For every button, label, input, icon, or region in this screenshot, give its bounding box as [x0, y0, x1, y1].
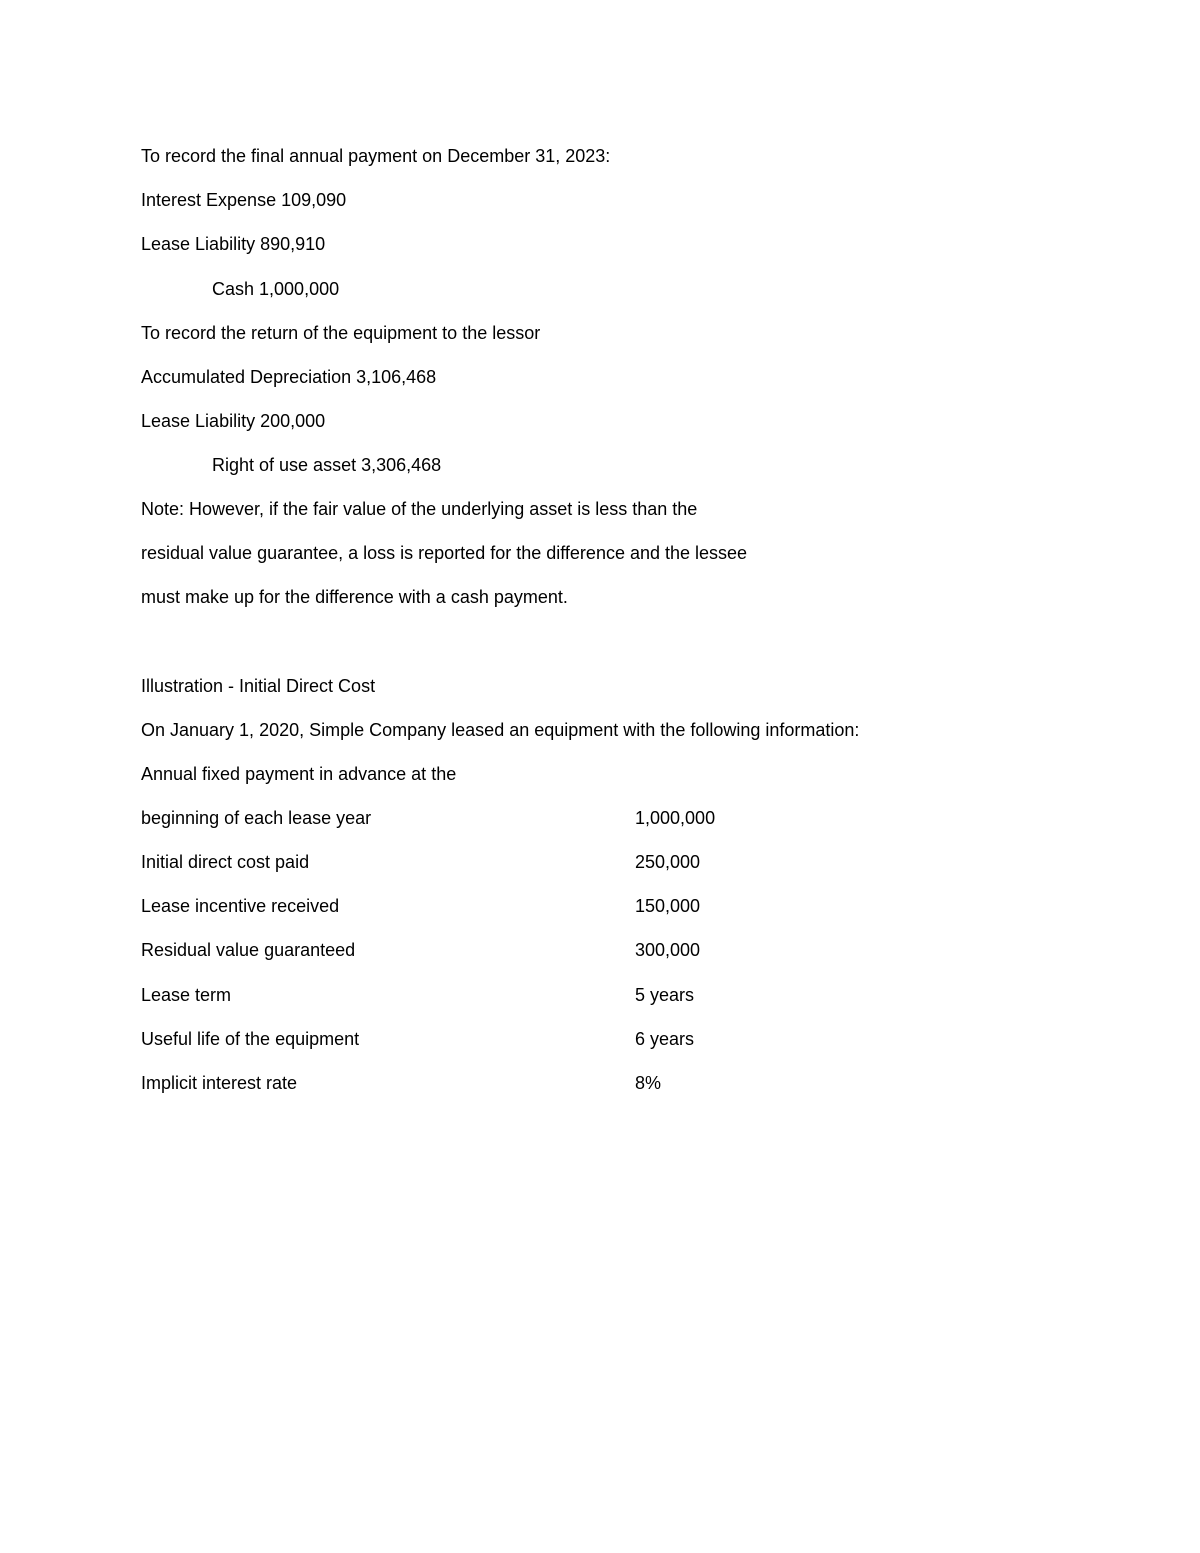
illustration-intro: On January 1, 2020, Simple Company leased an equipment with the following information: — [141, 720, 860, 740]
item-value: 6 years — [635, 1029, 695, 1049]
item-value: 250,000 — [635, 852, 701, 872]
item-label: Lease term — [141, 985, 232, 1005]
note-line-3: must make up for the difference with a cash payment. — [141, 587, 568, 607]
illustration-lead-line: Annual fixed payment in advance at the — [141, 764, 457, 784]
note-line-1: Note: However, if the fair value of the underlying asset is less than the — [141, 499, 698, 519]
final-payment-heading: To record the final annual payment on December 31, 2023: — [141, 146, 611, 166]
note-line-2: residual value guarantee, a loss is reported for the difference and the lessee — [141, 543, 748, 563]
item-label: Initial direct cost paid — [141, 852, 310, 872]
item-value: 300,000 — [635, 940, 701, 960]
item-value: 5 years — [635, 985, 695, 1005]
journal-entry-lease-liability-return: Lease Liability 200,000 — [141, 411, 326, 431]
item-label: beginning of each lease year — [141, 808, 372, 828]
journal-entry-right-of-use-asset: Right of use asset 3,306,468 — [212, 455, 442, 475]
item-value: 1,000,000 — [635, 808, 716, 828]
illustration-title: Illustration - Initial Direct Cost — [141, 676, 376, 696]
item-label: Useful life of the equipment — [141, 1029, 360, 1049]
journal-entry-lease-liability: Lease Liability 890,910 — [141, 234, 326, 254]
journal-entry-interest-expense: Interest Expense 109,090 — [141, 190, 347, 210]
return-equipment-heading: To record the return of the equipment to the lessor — [141, 323, 541, 343]
item-label: Lease incentive received — [141, 896, 340, 916]
item-value: 150,000 — [635, 896, 701, 916]
item-label: Implicit interest rate — [141, 1073, 298, 1093]
journal-entry-cash: Cash 1,000,000 — [212, 279, 340, 299]
item-label: Residual value guaranteed — [141, 940, 356, 960]
journal-entry-accumulated-depreciation: Accumulated Depreciation 3,106,468 — [141, 367, 437, 387]
item-value: 8% — [635, 1073, 662, 1093]
